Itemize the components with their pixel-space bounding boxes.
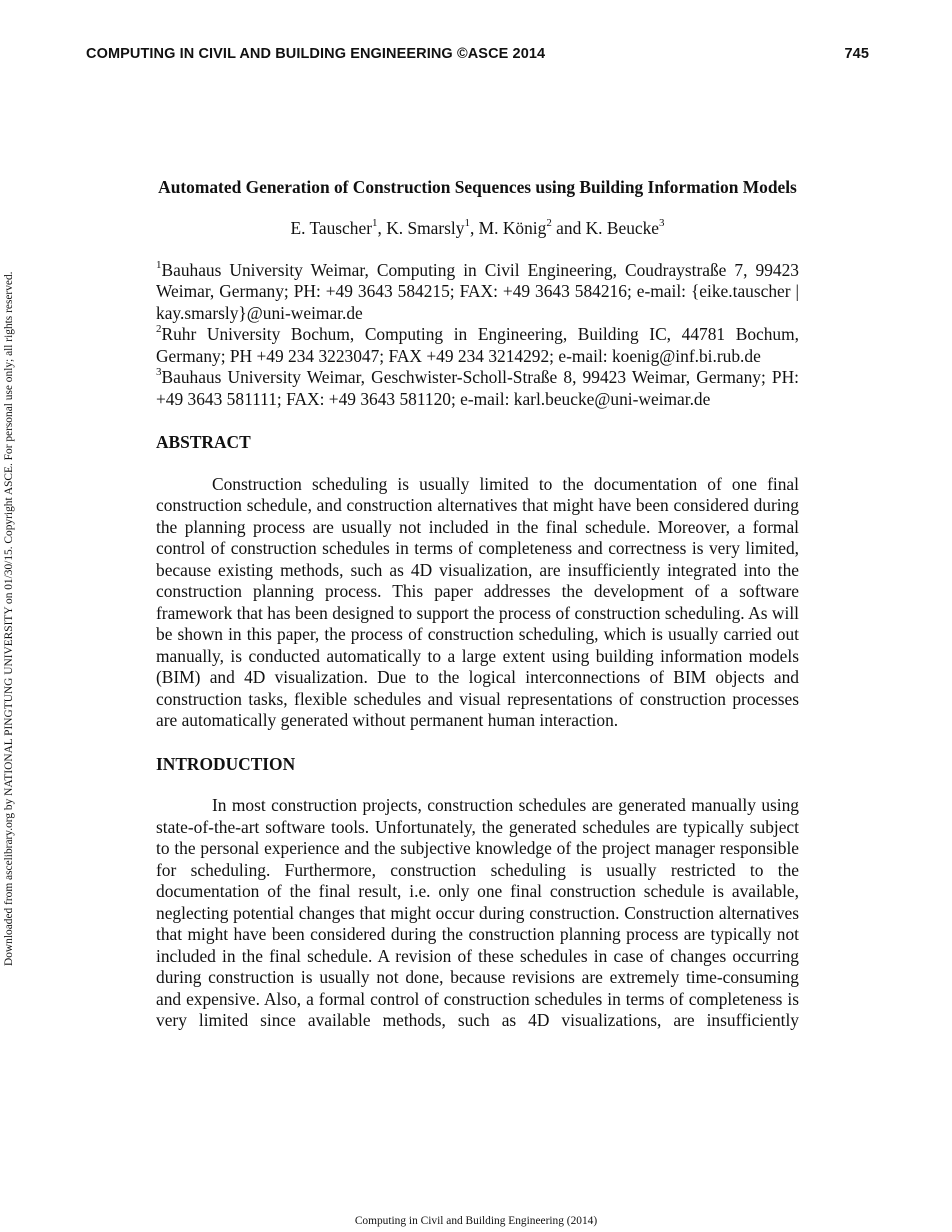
author-affiliation-mark: 3 — [659, 217, 665, 230]
author-list — [156, 218, 799, 240]
affiliation-item — [156, 324, 799, 367]
introduction-heading: INTRODUCTION — [156, 753, 296, 774]
author-affiliation-mark: 1 — [464, 217, 470, 230]
author-affiliation-mark: 2 — [546, 217, 552, 230]
introduction-paragraph: In most construction projects, construction schedules are generated manually using state-of-the-art software tools. Unfortunately, the generated schedules are typically subject to the personal experience and the subjective knowledge of the project manager responsible for scheduling. Furthermore, construction scheduling is usually restricted to the documentation of the final result, i.e. only one final construction schedule is available, neglecting potential changes that might occur during construction. Construction alternatives that might have been considered during the construction planning process are typically not included in the final schedule. A revision of these schedules in case of changes occurring during construction is usually not done, because revisions are extremely time-consuming and expensive. Also, a formal control of construction schedules in terms of completeness is very limited since available methods, such as 4D visualizations, are insufficiently — [156, 795, 799, 1030]
author-affiliation-mark: 1 — [372, 217, 378, 230]
paper-content — [156, 176, 799, 1032]
affiliation-item — [156, 260, 799, 325]
paper-title: Automated Generation of Construction Sequences using Building Information Models — [158, 177, 797, 197]
author-separator: , — [469, 218, 479, 238]
running-head-title: COMPUTING IN CIVIL AND BUILDING ENGINEERING ©ASCE 2014 — [86, 46, 546, 62]
author-name: E. Tauscher — [290, 218, 372, 238]
affiliation-text: Bauhaus University Weimar, Computing in Civil Engineering, Coudraystraße 7, 99423 Weimar, Germany; PH: +49 3643 584215; FAX: +49 3643 584216; e-mail: {eike.tauscher | kay.smarsly}@uni-weimar.de — [156, 259, 799, 323]
page-number: 745 — [844, 46, 869, 62]
author-separator: and — [551, 218, 586, 238]
author-name: M. König — [478, 218, 547, 238]
affiliation-text: Ruhr University Bochum, Computing in Engineering, Building IC, 44781 Bochum, Germany; PH +49 234 3223047; FAX +49 234 3214292; e-mail: koenig@inf.bi.rub.de — [156, 324, 799, 366]
author-name: K. Smarsly — [386, 218, 465, 238]
page-footer: Computing in Civil and Building Engineering (2014) — [354, 1215, 598, 1227]
affiliation-mark: 1 — [156, 258, 162, 271]
author-name: K. Beucke — [585, 218, 660, 238]
affiliation-mark: 3 — [156, 366, 162, 379]
download-notice: Downloaded from ascelibrary.org by NATIONAL PINGTUNG UNIVERSITY on 01/30/15. Copyright ASCE. For personal use only; all rights reserved. — [3, 271, 15, 966]
affiliation-text: Bauhaus University Weimar, Geschwister-Scholl-Straße 8, 99423 Weimar, Germany; PH: +49 3643 581111; FAX: +49 3643 581120; e-mail: karl.beucke@uni-weimar.de — [156, 367, 799, 409]
affiliation-mark: 2 — [156, 323, 162, 336]
affiliations — [156, 260, 799, 411]
author-separator: , — [377, 218, 387, 238]
running-head — [86, 46, 869, 62]
abstract-heading: ABSTRACT — [156, 432, 251, 452]
abstract-paragraph: Construction scheduling is usually limited to the documentation of one final construction schedule, and construction alternatives that might have been considered during the planning process are usually not included in the final schedule. Moreover, a formal control of construction schedules in terms of completeness and correctness is very limited, because existing methods, such as 4D visualization, are insufficiently integrated into the construction planning process. This paper addresses the development of a software framework that has been designed to support the process of construction scheduling. As will be shown in this paper, the process of construction scheduling, which is usually carried out manually, is conducted automatically to a large extent using building information models (BIM) and 4D visualization. Due to the logical interconnections of BIM objects and construction tasks, flexible schedules and visual representations of construction processes are automatically generated without permanent human interaction. — [156, 473, 799, 730]
affiliation-item — [156, 367, 799, 410]
